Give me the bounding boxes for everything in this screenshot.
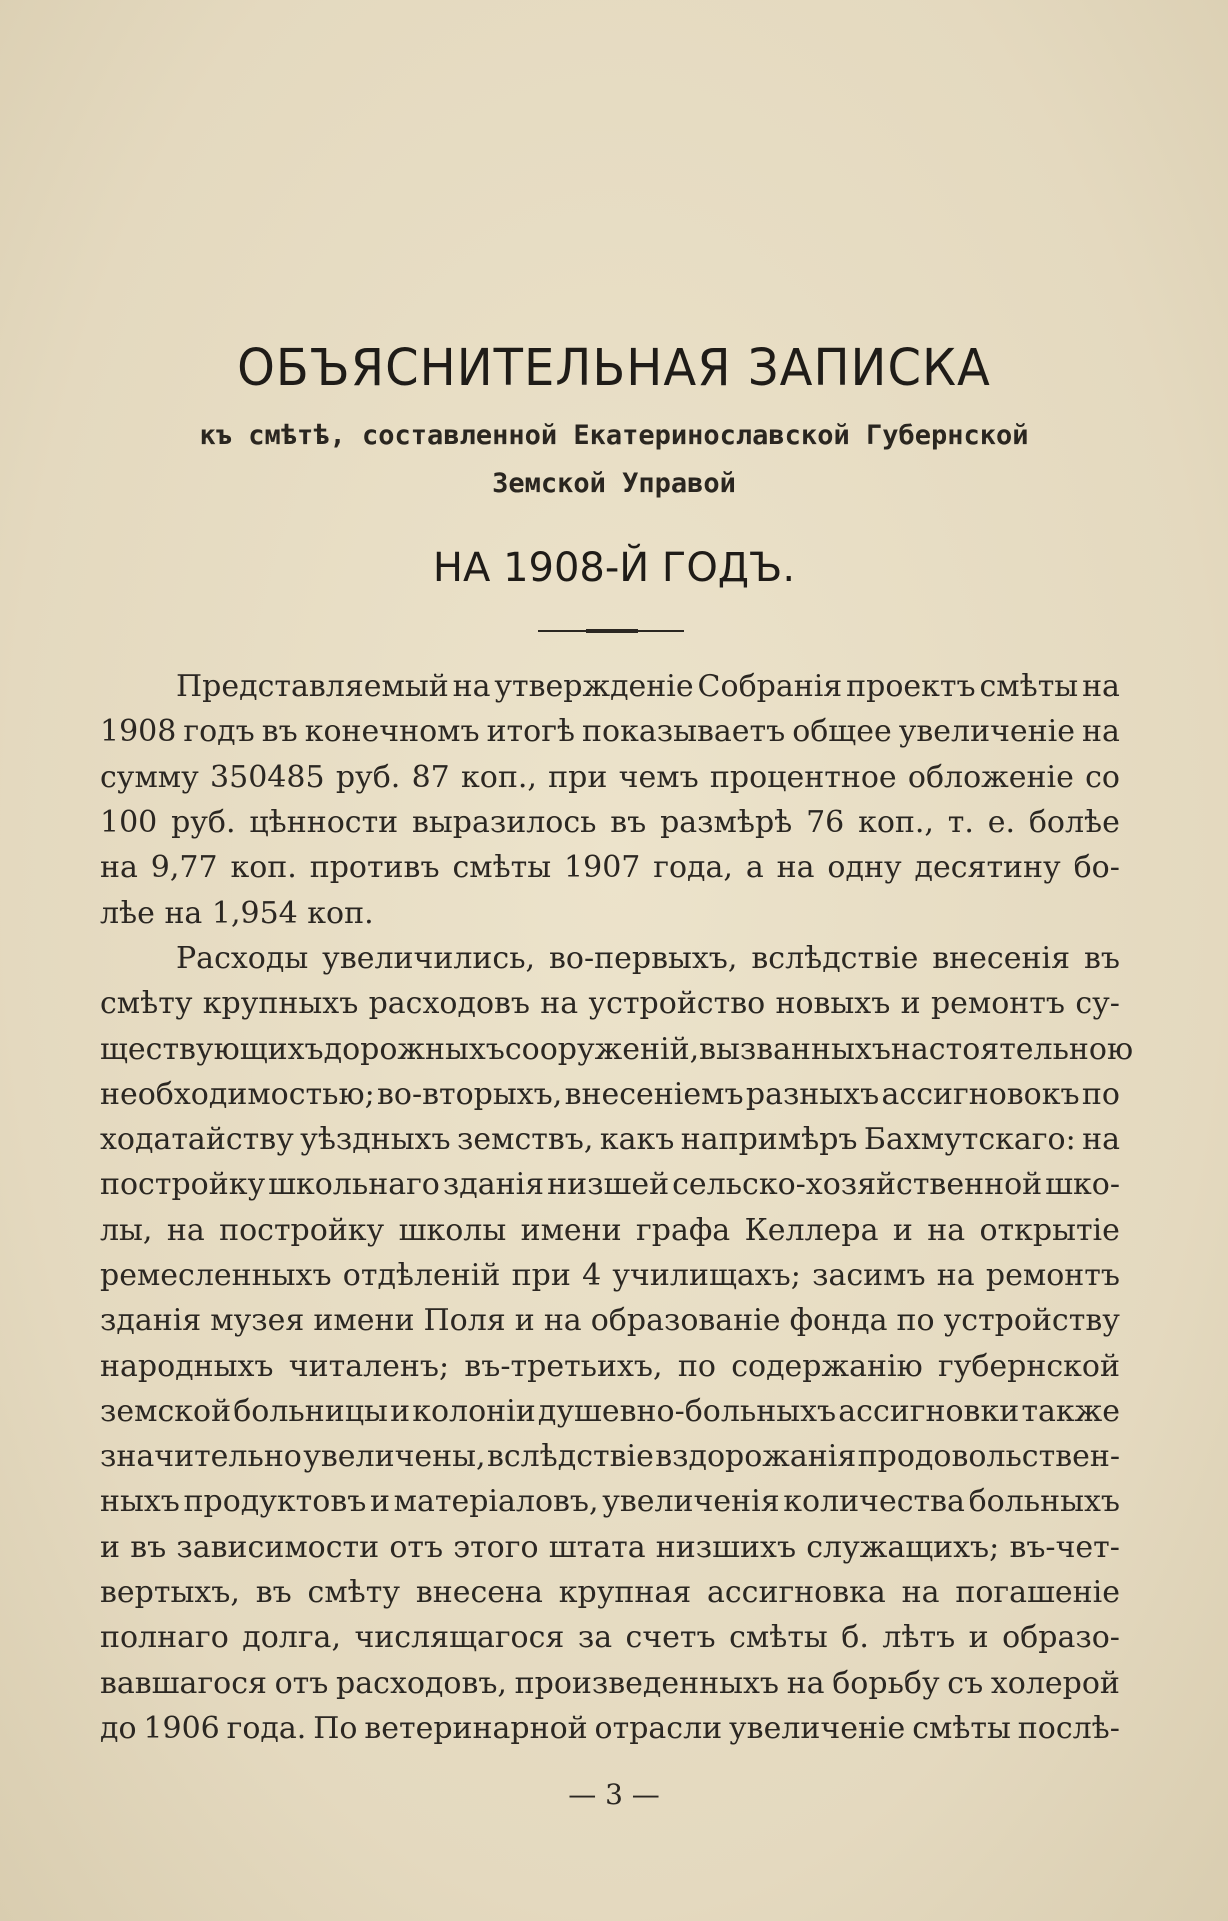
word: смѣту: [100, 986, 193, 1022]
word: 1906: [143, 1710, 220, 1746]
word: показываетъ: [582, 714, 786, 750]
body-line: лѣе на 1,954 коп.: [100, 895, 374, 931]
word: дорожныхъ: [323, 1031, 505, 1067]
word: значительно: [100, 1439, 302, 1475]
word: су-: [1075, 986, 1120, 1022]
word: лы,: [100, 1212, 153, 1248]
word: въ: [130, 1529, 167, 1565]
word: вздорожанія: [655, 1439, 857, 1475]
word: ассигновка: [706, 1575, 886, 1611]
word: 100: [100, 805, 158, 841]
word: отдѣленій: [342, 1258, 501, 1293]
word: и: [369, 1484, 390, 1520]
word: засимъ: [812, 1258, 926, 1293]
word: 87: [411, 759, 450, 795]
word: продуктовъ: [183, 1484, 367, 1520]
word: цѣнности: [249, 805, 399, 841]
word: на: [936, 1258, 975, 1293]
word: уѣздныхъ: [300, 1122, 451, 1158]
word: расходовъ: [368, 986, 530, 1022]
word: отрасли: [594, 1710, 723, 1746]
body-line: [100, 1117, 1120, 1162]
body-line: [100, 800, 1120, 845]
word: съ: [947, 1665, 984, 1701]
word: 76: [806, 805, 845, 841]
word: ныхъ: [100, 1484, 180, 1520]
word: во-вторыхъ,: [377, 1076, 563, 1112]
word: увеличены,: [303, 1439, 486, 1475]
word: смѣту: [307, 1575, 400, 1611]
word: Расходы: [176, 940, 309, 976]
word: зданія: [100, 1303, 202, 1339]
word: на: [776, 850, 815, 886]
word: ремонтъ: [985, 1258, 1120, 1293]
word: ассигновки: [838, 1393, 1020, 1429]
body-line: [100, 1661, 1120, 1706]
body-line: [100, 936, 1120, 981]
word: борьбу: [832, 1665, 940, 1701]
word: губернской: [937, 1348, 1120, 1384]
word: увеличеніе: [898, 714, 1075, 750]
word: устройство: [588, 986, 766, 1022]
word: внесеніемъ: [564, 1076, 744, 1112]
body-line: [100, 709, 1120, 754]
word: по: [1081, 1076, 1120, 1112]
word: внесенія: [932, 940, 1071, 976]
word: одну: [827, 850, 902, 886]
body-line: [100, 845, 1120, 890]
word: внесена: [415, 1575, 543, 1611]
word: утвержденіе: [494, 669, 694, 705]
word: на: [901, 1575, 940, 1611]
word: конечномъ: [304, 714, 480, 750]
body-line: [100, 981, 1120, 1026]
body-line: [100, 1706, 1120, 1751]
word: увеличенія: [602, 1484, 780, 1520]
word: сооруженій,: [504, 1031, 700, 1067]
word: образо-: [1002, 1620, 1120, 1656]
word: б.: [841, 1620, 869, 1656]
document-year: НА 1908-Й ГОДЪ.: [432, 545, 796, 591]
word: болѣе: [1028, 805, 1120, 841]
word: продовольствен-: [857, 1439, 1120, 1475]
word: проектъ: [846, 669, 976, 705]
word: училищахъ;: [612, 1258, 801, 1293]
word: колоніи: [412, 1393, 536, 1429]
word: полнаго: [100, 1620, 229, 1656]
word: напримѣръ: [680, 1122, 858, 1158]
word: процентное: [709, 759, 897, 795]
title-divider-center: [586, 629, 638, 633]
word: по: [677, 1348, 716, 1384]
word: 1907: [564, 850, 641, 886]
word: сумму: [100, 759, 199, 795]
body-line: [100, 664, 1120, 709]
word: ществующихъ: [100, 1031, 324, 1067]
word: и: [100, 1529, 120, 1565]
word: настоятельною: [890, 1031, 1134, 1067]
word: произведенныхъ: [514, 1665, 780, 1701]
word: размѣрѣ: [660, 805, 793, 841]
word: при: [511, 1258, 571, 1293]
word: шко-: [1045, 1167, 1120, 1203]
word: музея: [210, 1303, 305, 1339]
word: фонда: [789, 1303, 888, 1339]
word: количества: [783, 1484, 965, 1520]
word: въ: [261, 714, 298, 750]
word: коп.: [230, 850, 297, 886]
word: также: [1021, 1393, 1120, 1429]
word: е.: [987, 805, 1016, 841]
word: коп.,: [858, 805, 934, 841]
word: народныхъ: [100, 1348, 274, 1384]
word: вавшагося: [100, 1665, 267, 1701]
word: постройку: [100, 1167, 266, 1203]
word: служащихъ;: [806, 1529, 1000, 1565]
body-line: [100, 755, 1120, 800]
word: со: [1085, 759, 1120, 795]
word: постройку: [219, 1212, 385, 1248]
word: бо-: [1073, 850, 1120, 886]
word: годъ: [183, 714, 255, 750]
word: руб.: [335, 759, 401, 795]
word: на: [100, 850, 138, 886]
word: необходимостью;: [100, 1076, 375, 1112]
word: открытіе: [979, 1212, 1120, 1248]
word: противъ: [309, 850, 440, 886]
word: этого: [453, 1529, 539, 1565]
word: итогѣ: [486, 714, 576, 750]
word: зависимости: [176, 1529, 380, 1565]
word: Поля: [423, 1303, 506, 1339]
word: смѣты: [452, 850, 552, 886]
word: чемъ: [618, 759, 699, 795]
word: низшихъ: [655, 1529, 797, 1565]
word: послѣ-: [1017, 1710, 1120, 1746]
word: имени: [520, 1212, 622, 1248]
word: на: [786, 1665, 825, 1701]
word: за: [577, 1620, 613, 1656]
body-line: [100, 1208, 1120, 1253]
word: больныхъ: [968, 1484, 1120, 1520]
word: сельско-хозяйственной: [672, 1167, 1043, 1203]
word: при: [548, 759, 608, 795]
word: и: [892, 1212, 913, 1248]
body-line: [100, 1389, 1120, 1434]
body-line: [100, 1343, 1120, 1388]
word: въ: [610, 805, 647, 841]
word: образованіе: [590, 1303, 781, 1339]
word: вызванныхъ: [699, 1031, 891, 1067]
word: во-первыхъ,: [549, 940, 738, 976]
word: обложеніе: [907, 759, 1074, 795]
word: общее: [792, 714, 892, 750]
body-line: [100, 1253, 1120, 1298]
word: отъ: [274, 1665, 329, 1701]
word: матеріаловъ,: [393, 1484, 599, 1520]
word: въ-третьихъ,: [464, 1348, 663, 1384]
word: земской: [100, 1393, 232, 1429]
word: въ: [255, 1575, 292, 1611]
word: и: [968, 1620, 989, 1656]
word: Представляемый: [176, 669, 449, 705]
body-line: [100, 1026, 1134, 1071]
word: вслѣдствіе: [751, 940, 919, 976]
word: до: [100, 1710, 137, 1746]
word: на: [1082, 1122, 1120, 1158]
body-line: [100, 1298, 1120, 1343]
word: по: [896, 1303, 935, 1339]
word: ассигновокъ: [881, 1076, 1080, 1112]
body-line: [100, 1615, 1120, 1660]
word: въ-чет-: [1009, 1529, 1120, 1565]
word: ветеринарной: [364, 1710, 588, 1746]
word: на: [543, 1303, 582, 1339]
word: погашеніе: [955, 1575, 1120, 1611]
word: 350485: [210, 759, 325, 795]
body-line: [100, 1525, 1120, 1570]
word: т.: [947, 805, 974, 841]
word: крупная: [558, 1575, 692, 1611]
word: года.: [226, 1710, 307, 1746]
word: 9,77: [150, 850, 218, 886]
word: школы: [398, 1212, 507, 1248]
word: Бахмутскаго:: [863, 1122, 1076, 1158]
body-line: [100, 1434, 1120, 1479]
word: ремесленныхъ: [100, 1258, 332, 1293]
word: и: [390, 1393, 411, 1429]
word: графа: [636, 1212, 731, 1248]
subtitle-line-1: къ смѣтѣ, составленной Екатеринославской Губернской: [199, 420, 1029, 451]
body-line: [100, 1479, 1120, 1524]
word: имени: [313, 1303, 415, 1339]
word: въ: [1083, 940, 1120, 976]
word: содержанію: [731, 1348, 923, 1384]
word: По: [313, 1710, 358, 1746]
word: на: [1082, 669, 1120, 705]
word: больницы: [233, 1393, 388, 1429]
word: ходатайству: [100, 1122, 294, 1158]
word: новыхъ: [775, 986, 891, 1022]
word: устройству: [943, 1303, 1120, 1339]
word: лѣтъ: [882, 1620, 956, 1656]
word: 4: [582, 1258, 602, 1293]
word: коп.,: [461, 759, 537, 795]
word: а: [745, 850, 764, 886]
body-line: [100, 1072, 1120, 1117]
word: на: [927, 1212, 966, 1248]
word: выразилось: [411, 805, 597, 841]
word: увеличились,: [322, 940, 536, 976]
word: смѣты: [979, 669, 1079, 705]
word: вслѣдствіе: [486, 1439, 654, 1475]
word: долга,: [242, 1620, 341, 1656]
word: вертыхъ,: [100, 1575, 240, 1611]
word: года,: [653, 850, 733, 886]
word: какъ: [599, 1122, 675, 1158]
word: и: [514, 1303, 535, 1339]
word: увеличеніе: [729, 1710, 906, 1746]
word: смѣты: [912, 1710, 1011, 1746]
body-line: [100, 1570, 1120, 1615]
page-number: — 3 —: [568, 1778, 660, 1811]
word: на: [540, 986, 579, 1022]
word: на: [1082, 714, 1120, 750]
word: числящагося: [354, 1620, 565, 1656]
word: холерой: [990, 1665, 1120, 1701]
word: душевно-больныхъ: [537, 1393, 837, 1429]
word: читаленъ;: [288, 1348, 450, 1384]
word: ремонтъ: [930, 986, 1065, 1022]
word: на: [166, 1212, 205, 1248]
word: отъ: [389, 1529, 444, 1565]
word: низшей: [547, 1167, 670, 1203]
word: Келлера: [744, 1212, 879, 1248]
word: десятину: [914, 850, 1061, 886]
word: на: [452, 669, 491, 705]
body-line: [100, 1162, 1120, 1207]
word: крупныхъ: [202, 986, 359, 1022]
word: разныхъ: [745, 1076, 880, 1112]
word: и: [900, 986, 921, 1022]
word: Собранія: [697, 669, 843, 705]
word: руб.: [171, 805, 236, 841]
word: школьнаго: [268, 1167, 440, 1203]
word: счетъ: [625, 1620, 716, 1656]
word: земствъ,: [457, 1122, 594, 1158]
word: 1908: [100, 714, 177, 750]
word: зданія: [442, 1167, 545, 1203]
document-title: ОБЪЯСНИТЕЛЬНАЯ ЗАПИСКА: [237, 338, 991, 398]
subtitle-line-2: Земской Управой: [492, 468, 736, 499]
body-text: [100, 664, 1134, 1751]
word: расходовъ,: [336, 1665, 507, 1701]
word: штата: [548, 1529, 646, 1565]
word: смѣты: [729, 1620, 828, 1656]
